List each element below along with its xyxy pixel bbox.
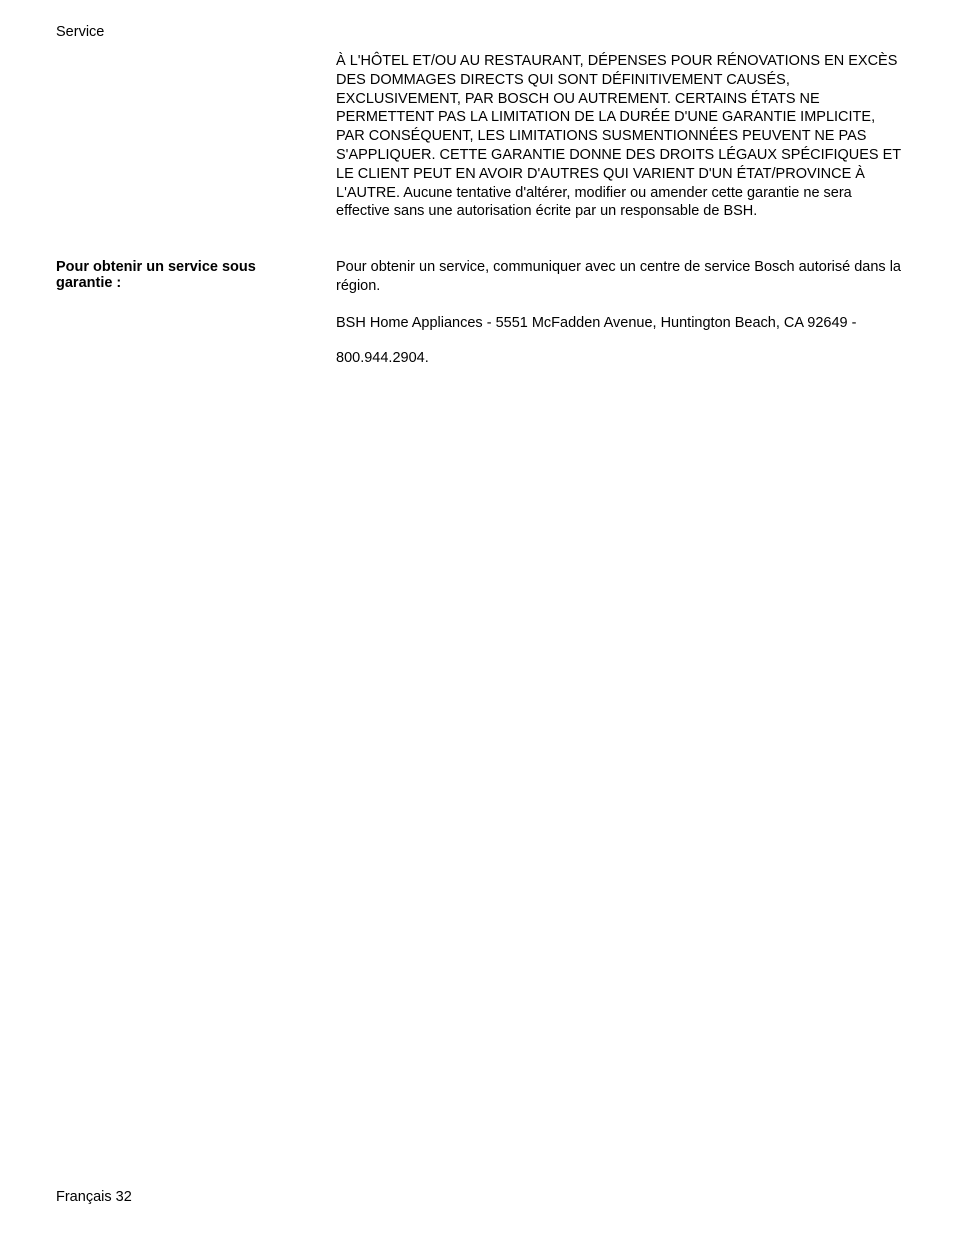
page-header: Service — [56, 24, 105, 40]
service-phone-paragraph: 800.944.2904. — [336, 350, 429, 366]
warranty-limitations-paragraph: À L'HÔTEL ET/OU AU RESTAURANT, DÉPENSES POUR RÉNOVATIONS EN EXCÈS DES DOMMAGES DIRECTS QUI SONT DÉFINITIVEMENT CAUSÉS, EXCLUSIVEMENT, PAR BOSCH OU AUTREMENT. CERTAINS ÉTATS NE PERMETTENT PAS LA LIMITATION DE LA DURÉE D'UNE GARANTIE IMPLICITE, PAR CONSÉQUENT, LES LIMITATIONS SUSMENTIONNÉES PEUVENT NE PAS S'APPLIQUER. CETTE GARANTIE DONNE DES DROITS LÉGAUX SPÉCIFIQUES ET LE CLIENT PEUT EN AVOIR D'AUTRES QUI VARIENT D'UN ÉTAT/PROVINCE À L'AUTRE. Aucune tentative d'altérer, modifier ou amender cette garantie ne sera effective sans une autorisation écrite par un responsable de BSH. — [336, 53, 901, 220]
page-footer: Français 32 — [56, 1189, 132, 1205]
service-address-paragraph: BSH Home Appliances - 5551 McFadden Avenue, Huntington Beach, CA 92649 - — [336, 315, 857, 331]
service-instructions-paragraph: Pour obtenir un service, communiquer avec un centre de service Bosch autorisé dans la région. — [336, 259, 901, 294]
service-section-label: Pour obtenir un service sous garantie : — [56, 259, 256, 291]
